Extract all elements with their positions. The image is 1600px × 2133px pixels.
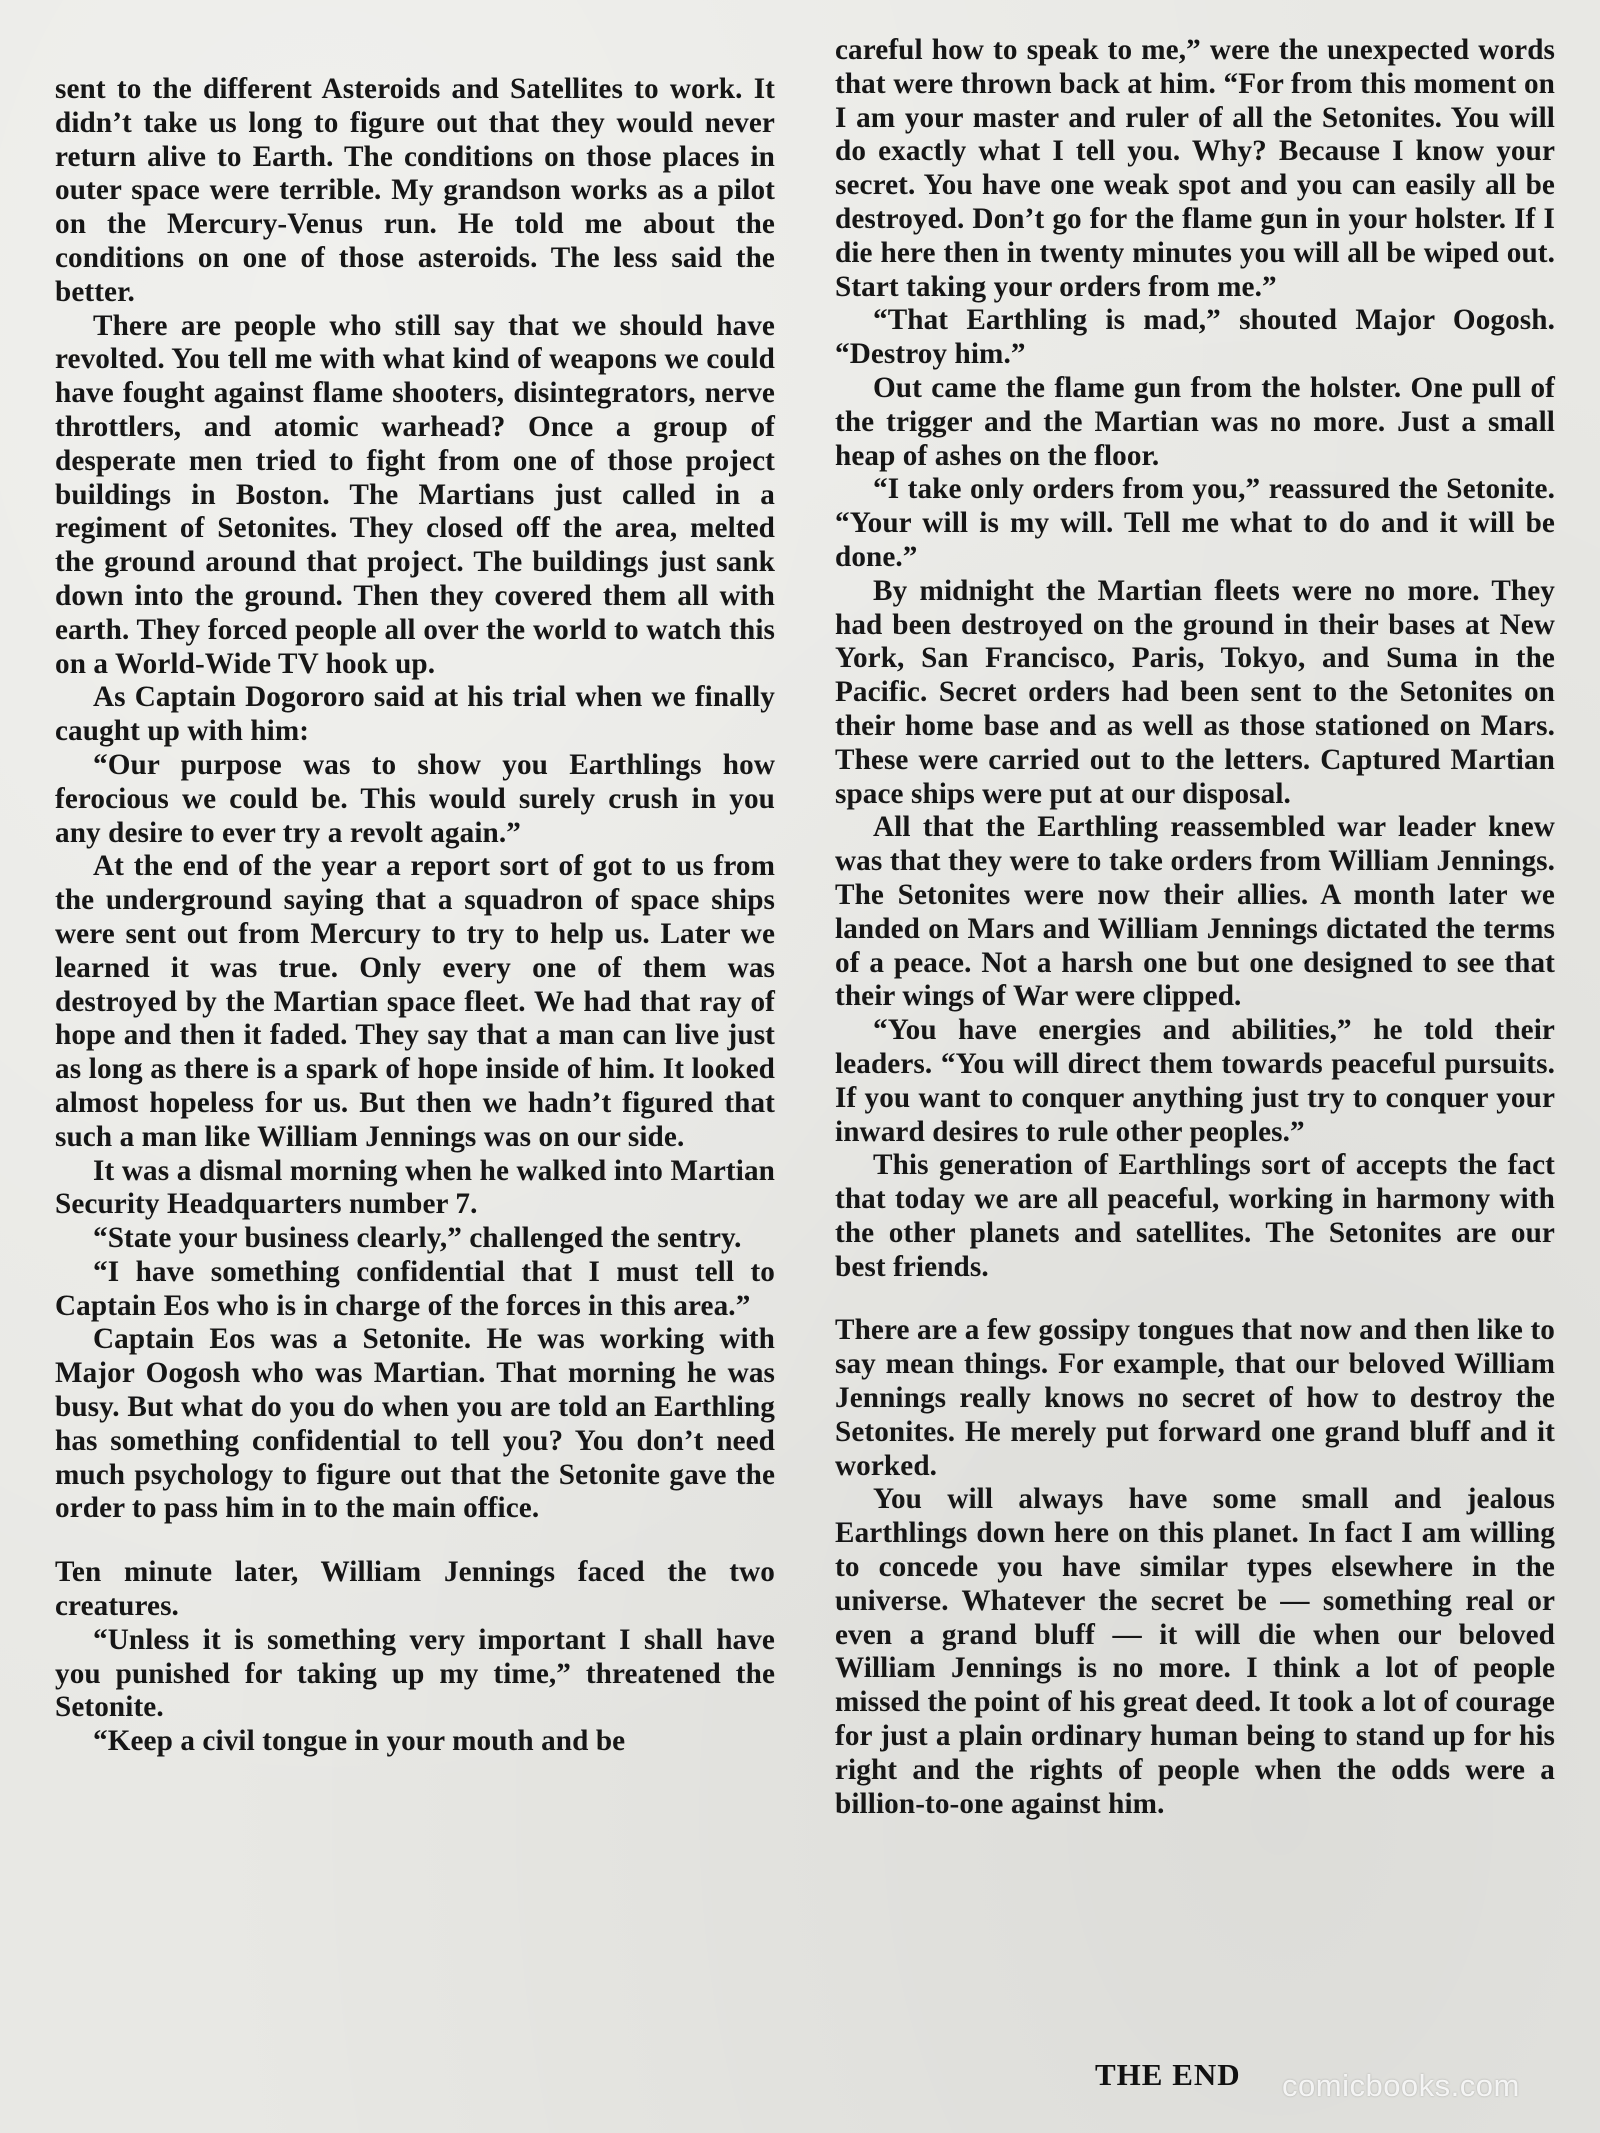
paragraph: There are people who still say that we should have revolted. You tell me with what kind of weapons we could have fought against flame shooters, disintegrators, nerve throttlers, and atomic warhead? Once a group of desperate men tried to fight from one of those project buildings in Boston. The Martians just called in a regiment of Setonites. They closed off the area, melted the ground around that project. The buildings just sank down into the ground. Then they covered them all with earth. They forced people all over the world to watch this on a World-Wide TV hook up. — [55, 309, 775, 680]
paragraph: “You have energies and abilities,” he told their leaders. “You will direct them towards peaceful pursuits. If you want to conquer anything just try to conquer your inward desires to rule other peoples.” — [835, 1014, 1555, 1148]
paragraph: Out came the flame gun from the holster. One pull of the trigger and the Martian was no more. Just a small heap of ashes on the floor. — [835, 371, 1555, 472]
paragraph: There are a few gossipy tongues that now and then like to say mean things. For example, that our beloved William Jennings really knows no secret of how to destroy the Setonites. He merely put forward one grand bluff and it worked. — [835, 1314, 1555, 1482]
paragraph: “That Earthling is mad,” shouted Major Oogosh. “Destroy him.” — [835, 304, 1555, 371]
paragraph: All that the Earthling reassembled war leader knew was that they were to take orders from William Jennings. The Setonites were now their allies. A month later we landed on Mars and William Jennings dictated the terms of a peace. Not a harsh one but one designed to see that their wings of War were clipped. — [835, 811, 1555, 1013]
paragraph: “I have something confidential that I must tell to Captain Eos who is in charge of the forces in this area.” — [55, 1255, 775, 1322]
right-text-column — [835, 34, 1555, 1821]
paragraph: At the end of the year a report sort of got to us from the underground saying that a squadron of space ships were sent out from Mercury to try to help us. Later we learned it was true. Only every one of them was destroyed by the Martian space fleet. We had that ray of hope and then it faded. They say that a man can live just as long as there is a spark of hope inside of him. It looked almost hopeless for us. But then we hadn’t figured that such a man like William Jennings was on our side. — [55, 850, 775, 1153]
paragraph: It was a dismal morning when he walked into Martian Security Headquarters number 7. — [55, 1154, 775, 1221]
paragraph: This generation of Earthlings sort of accepts the fact that today we are all peaceful, working in harmony with the other planets and satellites. The Setonites are our best friends. — [835, 1149, 1555, 1283]
paragraph: Ten minute later, William Jennings faced the two creatures. — [55, 1556, 775, 1623]
paragraph: You will always have some small and jealous Earthlings down here on this planet. In fact I am willing to concede you have similar types elsewhere in the universe. Whatever the secret be — something real or even a grand bluff — it will die when our beloved William Jennings is no more. I think a lot of people missed the point of his great deed. It took a lot of courage for just a plain ordinary human being to stand up for his right and the rights of people when the odds were a billion-to-one against him. — [835, 1483, 1555, 1820]
paragraph: sent to the different Asteroids and Satellites to work. It didn’t take us long to figure out that they would never return alive to Earth. The conditions on those places in outer space were terrible. My grandson works as a pilot on the Mercury-Venus run. He told me about the conditions on one of those asteroids. The less said the better. — [55, 73, 775, 308]
paragraph: “Keep a civil tongue in your mouth and be — [93, 1725, 626, 1758]
paragraph: By midnight the Martian fleets were no more. They had been destroyed on the ground in their bases at New York, San Francisco, Paris, Tokyo, and Suma in the Pacific. Secret orders had been sent to the Setonites on their home base and as well as those stationed on Mars. These were carried out to the letters. Captured Martian space ships were put at our disposal. — [835, 574, 1555, 810]
the-end-label: THE END — [1095, 2057, 1241, 2092]
paragraph: As Captain Dogororo said at his trial when we finally caught up with him: — [55, 681, 775, 748]
paragraph: “Unless it is something very important I shall have you punished for taking up my time,” threatened the Setonite. — [55, 1623, 775, 1724]
source-watermark: comicbooks.com — [1282, 2068, 1520, 2103]
paragraph: Captain Eos was a Setonite. He was working with Major Oogosh who was Martian. That morning he was busy. But what do you do when you are told an Earthling has something confidential to tell you? You don’t need much psychology to figure out that the Setonite gave the order to pass him in to the main office. — [55, 1323, 775, 1525]
left-text-column — [55, 73, 775, 1759]
paragraph: “I take only orders from you,” reassured the Setonite. “Your will is my will. Tell me what to do and it will be done.” — [835, 473, 1555, 573]
paragraph: “Our purpose was to show you Earthlings how ferocious we could be. This would surely crush in you any desire to ever try a revolt again.” — [55, 748, 775, 849]
paragraph: careful how to speak to me,” were the unexpected words that were thrown back at him. “For from this moment on I am your master and ruler of all the Setonites. You will do exactly what I tell you. Why? Because I know your secret. You have one weak spot and you can easily all be destroyed. Don’t go for the flame gun in your holster. If I die here then in twenty minutes you will all be wiped out. Start taking your orders from me.” — [835, 34, 1555, 303]
paragraph: “State your business clearly,” challenged the sentry. — [93, 1222, 742, 1255]
